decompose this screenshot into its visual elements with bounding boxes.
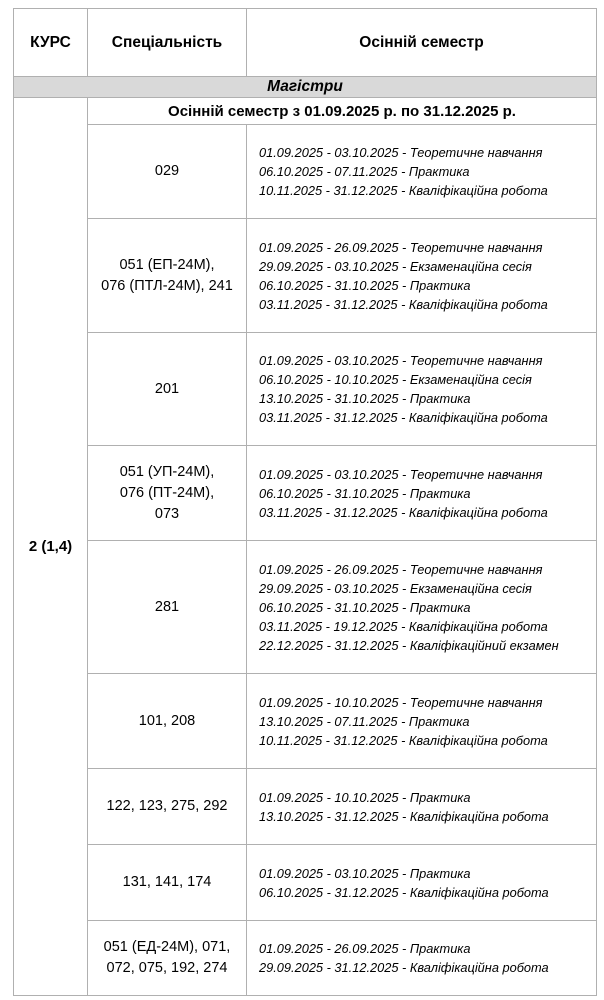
specialty-cell <box>88 921 247 996</box>
schedule-line: 10.11.2025 - 31.12.2025 - Кваліфікаційна робота <box>259 183 548 198</box>
schedule-line: 01.09.2025 - 03.10.2025 - Практика <box>259 865 471 881</box>
table-row <box>14 333 597 446</box>
schedule-line: 29.09.2025 - 03.10.2025 - Екзаменаційна сесія <box>259 258 532 274</box>
schedule-line: 06.10.2025 - 07.11.2025 - Практика <box>259 164 470 179</box>
specialty-line: 122, 123, 275, 292 <box>106 798 228 814</box>
specialty-line: 076 (ПТЛ-24М), 241 <box>101 277 233 294</box>
schedule-line: 03.11.2025 - 19.12.2025 - Кваліфікаційна робота <box>259 618 548 634</box>
schedule-line: 13.10.2025 - 31.12.2025 - Кваліфікаційна робота <box>259 808 549 824</box>
schedule-cell <box>247 446 597 541</box>
semester-period: Осінній семестр з 01.09.2025 р. по 31.12.2025 р. <box>88 98 597 125</box>
table-row <box>14 125 597 219</box>
schedule-cell <box>247 333 597 446</box>
schedule-cell <box>247 674 597 769</box>
specialty-cell <box>88 541 247 674</box>
semester-period-row <box>14 98 597 125</box>
specialty-line: 076 (ПТ-24М), <box>119 484 215 501</box>
specialty-cell <box>88 845 247 921</box>
specialty-line: 073 <box>154 505 180 522</box>
specialty-line: 051 (ЕД-24М), 071, <box>103 939 231 955</box>
specialty-line: 051 (ЕП-24М), <box>119 256 215 273</box>
schedule-line: 06.10.2025 - 31.10.2025 - Практика <box>259 599 471 615</box>
table-row <box>14 769 597 845</box>
schedule-line: 03.11.2025 - 31.12.2025 - Кваліфікаційна робота <box>259 296 548 312</box>
schedule-table <box>13 8 597 996</box>
schedule-line: 29.09.2025 - 03.10.2025 - Екзаменаційна сесія <box>259 580 532 596</box>
schedule-cell <box>247 769 597 845</box>
specialty-cell <box>88 333 247 446</box>
table-row <box>14 845 597 921</box>
schedule-line: 06.10.2025 - 31.12.2025 - Кваліфікаційна робота <box>259 884 549 900</box>
specialty-line: 051 (УП-24М), <box>119 463 215 480</box>
specialty-cell <box>88 674 247 769</box>
specialty-cell <box>88 219 247 333</box>
schedule-line: 06.10.2025 - 31.10.2025 - Практика <box>259 277 471 293</box>
table-row <box>14 446 597 541</box>
section-row <box>14 77 597 98</box>
specialty-line: 072, 075, 192, 274 <box>106 960 228 976</box>
schedule-cell <box>247 921 597 996</box>
schedule-line: 01.09.2025 - 26.09.2025 - Теоретичне навчання <box>259 561 543 577</box>
schedule-line: 01.09.2025 - 10.10.2025 - Практика <box>259 789 471 805</box>
specialty-line: 131, 141, 174 <box>122 874 212 890</box>
schedule-line: 01.09.2025 - 26.09.2025 - Практика <box>259 941 471 956</box>
schedule-line: 03.11.2025 - 31.12.2025 - Кваліфікаційна робота <box>259 504 548 520</box>
schedule-cell <box>247 541 597 674</box>
schedule-line: 01.09.2025 - 26.09.2025 - Теоретичне навчання <box>259 239 543 255</box>
schedule-line: 01.09.2025 - 03.10.2025 - Теоретичне навчання <box>259 466 543 482</box>
specialty-cell <box>88 125 247 219</box>
schedule-line: 13.10.2025 - 31.10.2025 - Практика <box>259 391 471 406</box>
schedule-line: 01.09.2025 - 03.10.2025 - Теоретичне навчання <box>259 353 543 368</box>
specialty-line: 281 <box>154 598 180 615</box>
table-row <box>14 541 597 674</box>
header-specialty: Спеціальність <box>88 9 247 77</box>
schedule-cell <box>247 125 597 219</box>
header-kurs: КУРС <box>14 9 88 77</box>
schedule-line: 06.10.2025 - 31.10.2025 - Практика <box>259 485 471 501</box>
schedule-cell <box>247 219 597 333</box>
schedule-line: 13.10.2025 - 07.11.2025 - Практика <box>259 713 470 729</box>
schedule-line: 29.09.2025 - 31.12.2025 - Кваліфікаційна робота <box>259 960 549 975</box>
schedule-cell <box>247 845 597 921</box>
specialty-line: 029 <box>154 163 180 179</box>
schedule-line: 22.12.2025 - 31.12.2025 - Кваліфікаційний екзамен <box>259 637 559 653</box>
schedule-line: 06.10.2025 - 10.10.2025 - Екзаменаційна сесія <box>259 372 532 387</box>
table-row <box>14 921 597 996</box>
schedule-line: 01.09.2025 - 03.10.2025 - Теоретичне навчання <box>259 145 543 160</box>
header-semester: Осінній семестр <box>247 9 597 77</box>
specialty-cell <box>88 446 247 541</box>
schedule-line: 10.11.2025 - 31.12.2025 - Кваліфікаційна робота <box>259 732 548 748</box>
course-cell: 2 (1,4) <box>14 98 88 996</box>
schedule-line: 01.09.2025 - 10.10.2025 - Теоретичне навчання <box>259 694 543 710</box>
specialty-line: 101, 208 <box>138 712 196 729</box>
header-row <box>14 9 597 77</box>
table-row <box>14 219 597 333</box>
specialty-line: 201 <box>154 380 180 397</box>
specialty-cell <box>88 769 247 845</box>
schedule-line: 03.11.2025 - 31.12.2025 - Кваліфікаційна робота <box>259 410 548 425</box>
section-title: Магістри <box>14 77 597 98</box>
table-row <box>14 674 597 769</box>
